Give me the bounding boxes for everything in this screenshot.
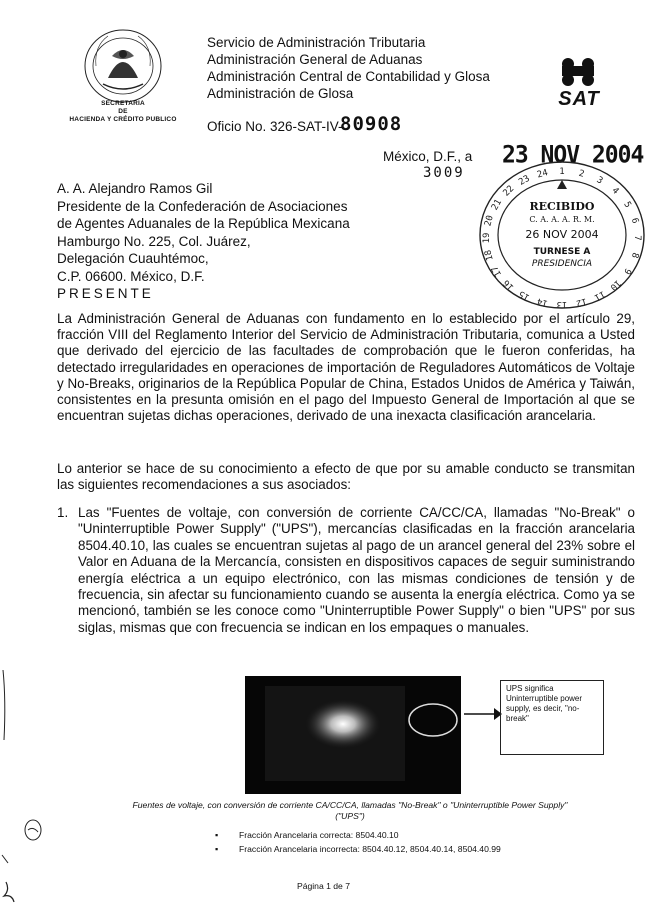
bullet-item: ▪ Fracción Arancelaria correcta: 8504.40.10 <box>215 828 501 842</box>
stamp-ring-number: 11 <box>592 288 607 303</box>
callout-box: UPS significa Uninterruptible power supply, es decir, "no-break" <box>500 680 604 755</box>
stamp-ring-number: 1 <box>559 167 565 177</box>
received-stamp <box>478 160 646 310</box>
place-date-label: México, D.F., a <box>383 149 473 164</box>
margin-scribble-icon <box>0 660 45 910</box>
oficio-number: 80908 <box>340 113 403 135</box>
oficio-label: Oficio No. 326-SAT-IV- <box>207 119 343 134</box>
stamp-ring-number: 21 <box>490 197 505 213</box>
addressee-line: C.P. 06600. México, D.F. <box>57 268 205 284</box>
stamp-ring-number: 5 <box>621 200 633 210</box>
figure-caption-line: Fuentes de voltaje, con conversión de corriente CA/CC/CA, llamadas "No-Break" o "Uninterruptible Power Supply" <box>132 800 568 810</box>
seal-caption-line: HACIENDA Y CRÉDITO PUBLICO <box>69 116 177 123</box>
addressee-line: A. A. Alejandro Ramos Gil <box>57 181 213 196</box>
seal-caption-line: DE <box>118 108 128 115</box>
sat-logo-text: SAT <box>558 88 600 110</box>
stamp-ring-number: 15 <box>517 288 532 303</box>
arrow-icon <box>462 700 502 724</box>
stamp-title: RECIBIDO <box>529 200 595 213</box>
stamp-ring-number: 4 <box>609 185 621 197</box>
stamp-ring-number: 9 <box>621 266 633 276</box>
tariff-bullets <box>215 828 501 856</box>
stamp-date: 26 NOV 2004 <box>525 228 599 241</box>
body-paragraph-1: La Administración General de Aduanas con fundamento en lo establecido por el artículo 29, fracción VIII del Reglamento Interior del Servicio de Administración Tributaria, comunica a Usted que derivado del ejercicio de las facultades de comprobación que le fueron conferidas, ha detectado irregularidades en operaciones de importación de Reguladores Automáticos de Voltaje y No-Breaks, originarios de la República Popular de China, Estados Unidos de América y Taiwán, consistentes en la presunta omisión en el pago del Impuesto General de Importación al que se encuentran sujetas dichas operaciones, derivado de una inexacta clasificación arancelaria. <box>57 311 635 424</box>
stamp-ring-number: 14 <box>536 295 550 308</box>
addressee-block <box>57 180 350 303</box>
stamp-ring-number: 16 <box>501 277 517 293</box>
bullet-item: ▪ Fracción Arancelaria incorrecta: 8504.40.12, 8504.40.14, 8504.40.99 <box>215 842 501 856</box>
stamp-ring-number: 8 <box>628 251 640 260</box>
stamp-ring-number: 18 <box>483 248 496 262</box>
agency-line: Servicio de Administración Tributaria <box>207 35 426 50</box>
stamp-ring-number: 7 <box>632 235 642 241</box>
stamp-line: TURNESE A <box>533 247 591 257</box>
seal-caption <box>58 100 188 124</box>
page-number: Página 1 de 7 <box>296 881 351 891</box>
stamp-ring-number: 6 <box>628 216 640 225</box>
list-item-text: Las "Fuentes de voltaje, con conversión de corriente CA/CC/CA, llamadas "No-Break" o "Uninterruptible Power Supply" ("UPS"), mercancías clasificadas en la fracción arancelaria 8504.40.10, las cuales se encuentran sujetas al pago de un arancel general del 23% sobre el Valor en Aduana de la Mercancía, consisten en dispositivos capaces de seguir suministrando energía eléctrica a un equipo electrónico, con las mismas condiciones de tensión y de frecuencia, sin afectar su funcionamiento cuando se ausenta la energía eléctrica. Como ya se mencionó, también se les conoce como "Uninterruptible Power Supply" o bien "UPS" por sus siglas, mismas que con frecuencia se indican en los empaques o manuales. <box>78 505 635 635</box>
date-stamp: 23 NOV 2004 <box>502 141 644 169</box>
list-item <box>57 505 635 636</box>
agency-line: Administración General de Aduanas <box>207 52 423 67</box>
ups-photo <box>245 676 461 794</box>
addressee-line: Presidente de la Confederación de Asociaciones <box>57 198 348 214</box>
stamp-ring-number: 20 <box>483 214 496 228</box>
stamp-ring-number: 22 <box>501 183 517 199</box>
list-item-number: 1. <box>57 505 69 520</box>
stamp-ring-number: 23 <box>517 173 532 188</box>
body-paragraph-2: Lo anterior se hace de su conocimiento a efecto de que por su amable conducto se transmitan las siguientes recomendaciones a sus asociados: <box>57 461 635 493</box>
stamp-ring-number: 10 <box>607 277 623 293</box>
agency-line: Administración de Glosa <box>207 86 354 101</box>
stamp-ring-number: 19 <box>482 232 492 244</box>
greeting: PRESENTE <box>57 286 154 301</box>
addressee-line: Delegación Cuauhtémoc, <box>57 251 209 266</box>
stamp-ring-number: 2 <box>577 168 586 180</box>
shcp-seal-icon <box>78 26 168 106</box>
stamp-ring-number: 12 <box>574 295 588 308</box>
addressee-line: Hamburgo No. 225, Col. Juárez, <box>57 233 251 249</box>
stamp-org: C. A. A. A. R. M. <box>529 215 595 224</box>
seal-caption-line: SECRETARIA <box>101 100 145 107</box>
stamp-sub: PRESIDENCIA <box>531 259 593 269</box>
stamp-ring-number: 17 <box>490 263 505 279</box>
figure-caption <box>60 800 640 822</box>
handwritten-number: 3009 <box>423 165 465 181</box>
stamp-ring-number: 24 <box>536 168 550 181</box>
agency-line: Administración Central de Contabilidad y Glosa <box>207 69 490 84</box>
addressee-line: de Agentes Aduanales de la República Mexicana <box>57 216 350 231</box>
figure-caption-line: ("UPS") <box>335 811 365 821</box>
stamp-ring-number: 3 <box>594 175 605 187</box>
agency-block <box>207 34 490 102</box>
stamp-ring-number: 13 <box>556 299 568 309</box>
